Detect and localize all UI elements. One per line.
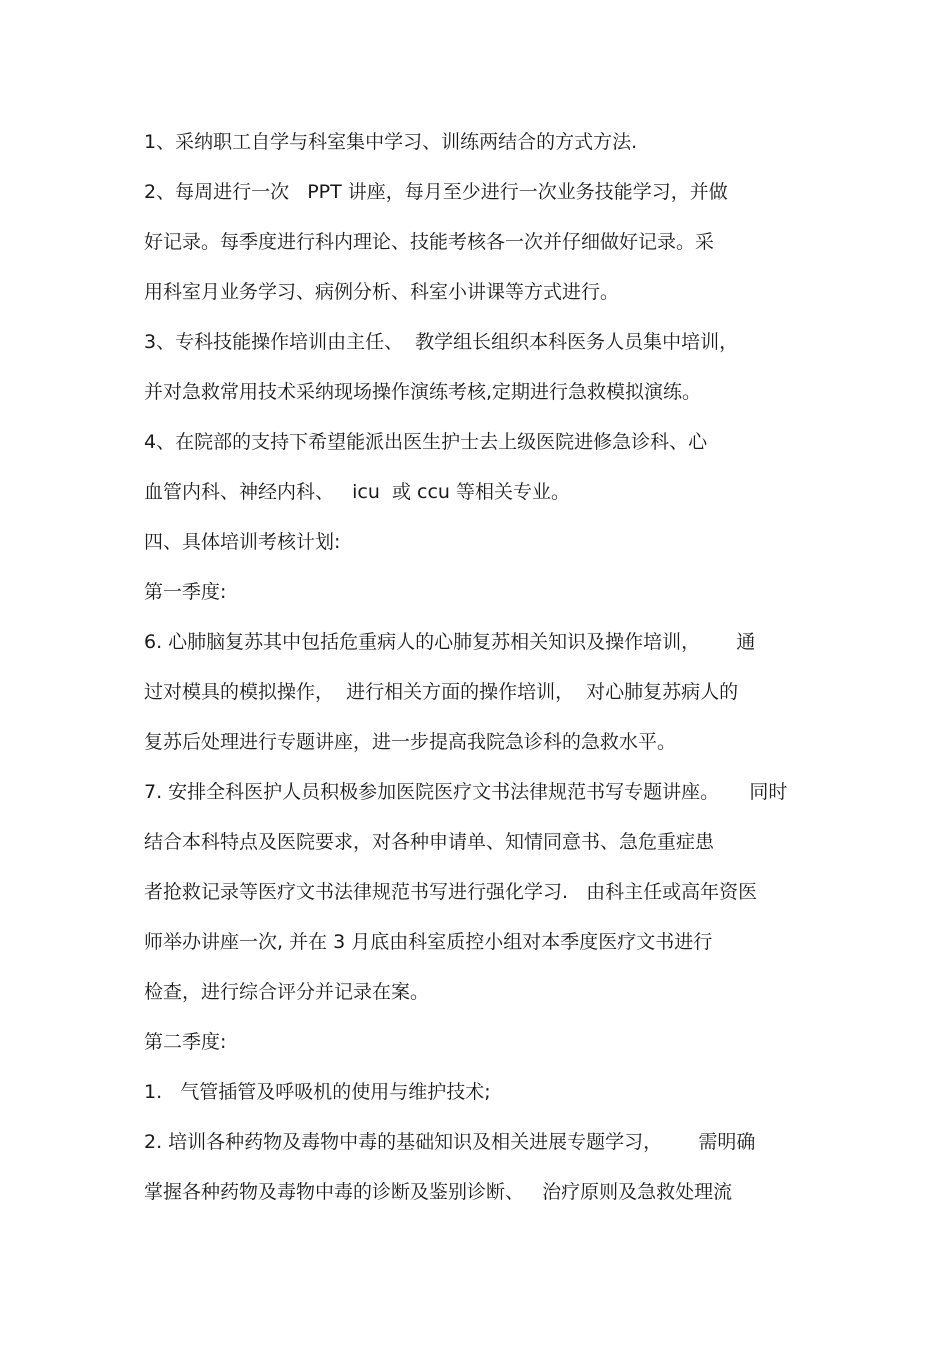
text-line: 1. 气管插管及呼吸机的使用与维护技术; bbox=[144, 1081, 491, 1103]
text-line: 4、在院部的支持下希望能派出医生护士去上级医院进修急诊科、心 bbox=[144, 431, 708, 453]
section-heading: 四、具体培训考核计划: bbox=[144, 531, 341, 553]
text-line: 掌握各种药物及毒物中毒的诊断及鉴别诊断、 治疗原则及急救处理流 bbox=[144, 1181, 733, 1203]
quarter-heading: 第二季度: bbox=[144, 1031, 227, 1053]
text-line: 结合本科特点及医院要求，对各种申请单、知情同意书、急危重症患 bbox=[144, 831, 715, 853]
quarter-heading: 第一季度: bbox=[144, 581, 227, 603]
text-line: 1、采纳职工自学与科室集中学习、训练两结合的方式方法. bbox=[144, 131, 638, 153]
text-line: 复苏后处理进行专题讲座，进一步提高我院急诊科的急救水平。 bbox=[144, 731, 677, 753]
text-line: 检查，进行综合评分并记录在案。 bbox=[144, 981, 430, 1003]
text-line: 2. 培训各种药物及毒物中毒的基础知识及相关进展专题学习， 需明确 bbox=[144, 1131, 756, 1153]
text-line: 并对急救常用技术采纳现场操作演练考核,定期进行急救模拟演练。 bbox=[144, 381, 702, 403]
document-body bbox=[144, 120, 850, 1220]
text-line: 过对模具的模拟操作， 进行相关方面的操作培训， 对心肺复苏病人的 bbox=[144, 681, 739, 703]
text-line: 7. 安排全科医护人员积极参加医院医疗文书法律规范书写专题讲座。 同时 bbox=[144, 781, 788, 803]
text-line: 血管内科、神经内科、 icu 或 ccu 等相关专业。 bbox=[144, 481, 570, 503]
text-line: 好记录。每季度进行科内理论、技能考核各一次并仔细做好记录。采 bbox=[144, 231, 715, 253]
text-line: 2、每周进行一次 PPT 讲座，每月至少进行一次业务技能学习，并做 bbox=[144, 181, 728, 203]
text-line: 师举办讲座一次, 并在 3 月底由科室质控小组对本季度医疗文书进行 bbox=[144, 931, 713, 953]
text-line: 6. 心肺脑复苏其中包括危重病人的心肺复苏相关知识及操作培训， 通 bbox=[144, 631, 756, 653]
text-line: 3、专科技能操作培训由主任、 教学组长组织本科医务人员集中培训， bbox=[144, 331, 739, 353]
text-line: 用科室月业务学习、病例分析、科室小讲课等方式进行。 bbox=[144, 281, 620, 303]
text-line: 者抢救记录等医疗文书法律规范书写进行强化学习. 由科主任或高年资医 bbox=[144, 881, 758, 903]
